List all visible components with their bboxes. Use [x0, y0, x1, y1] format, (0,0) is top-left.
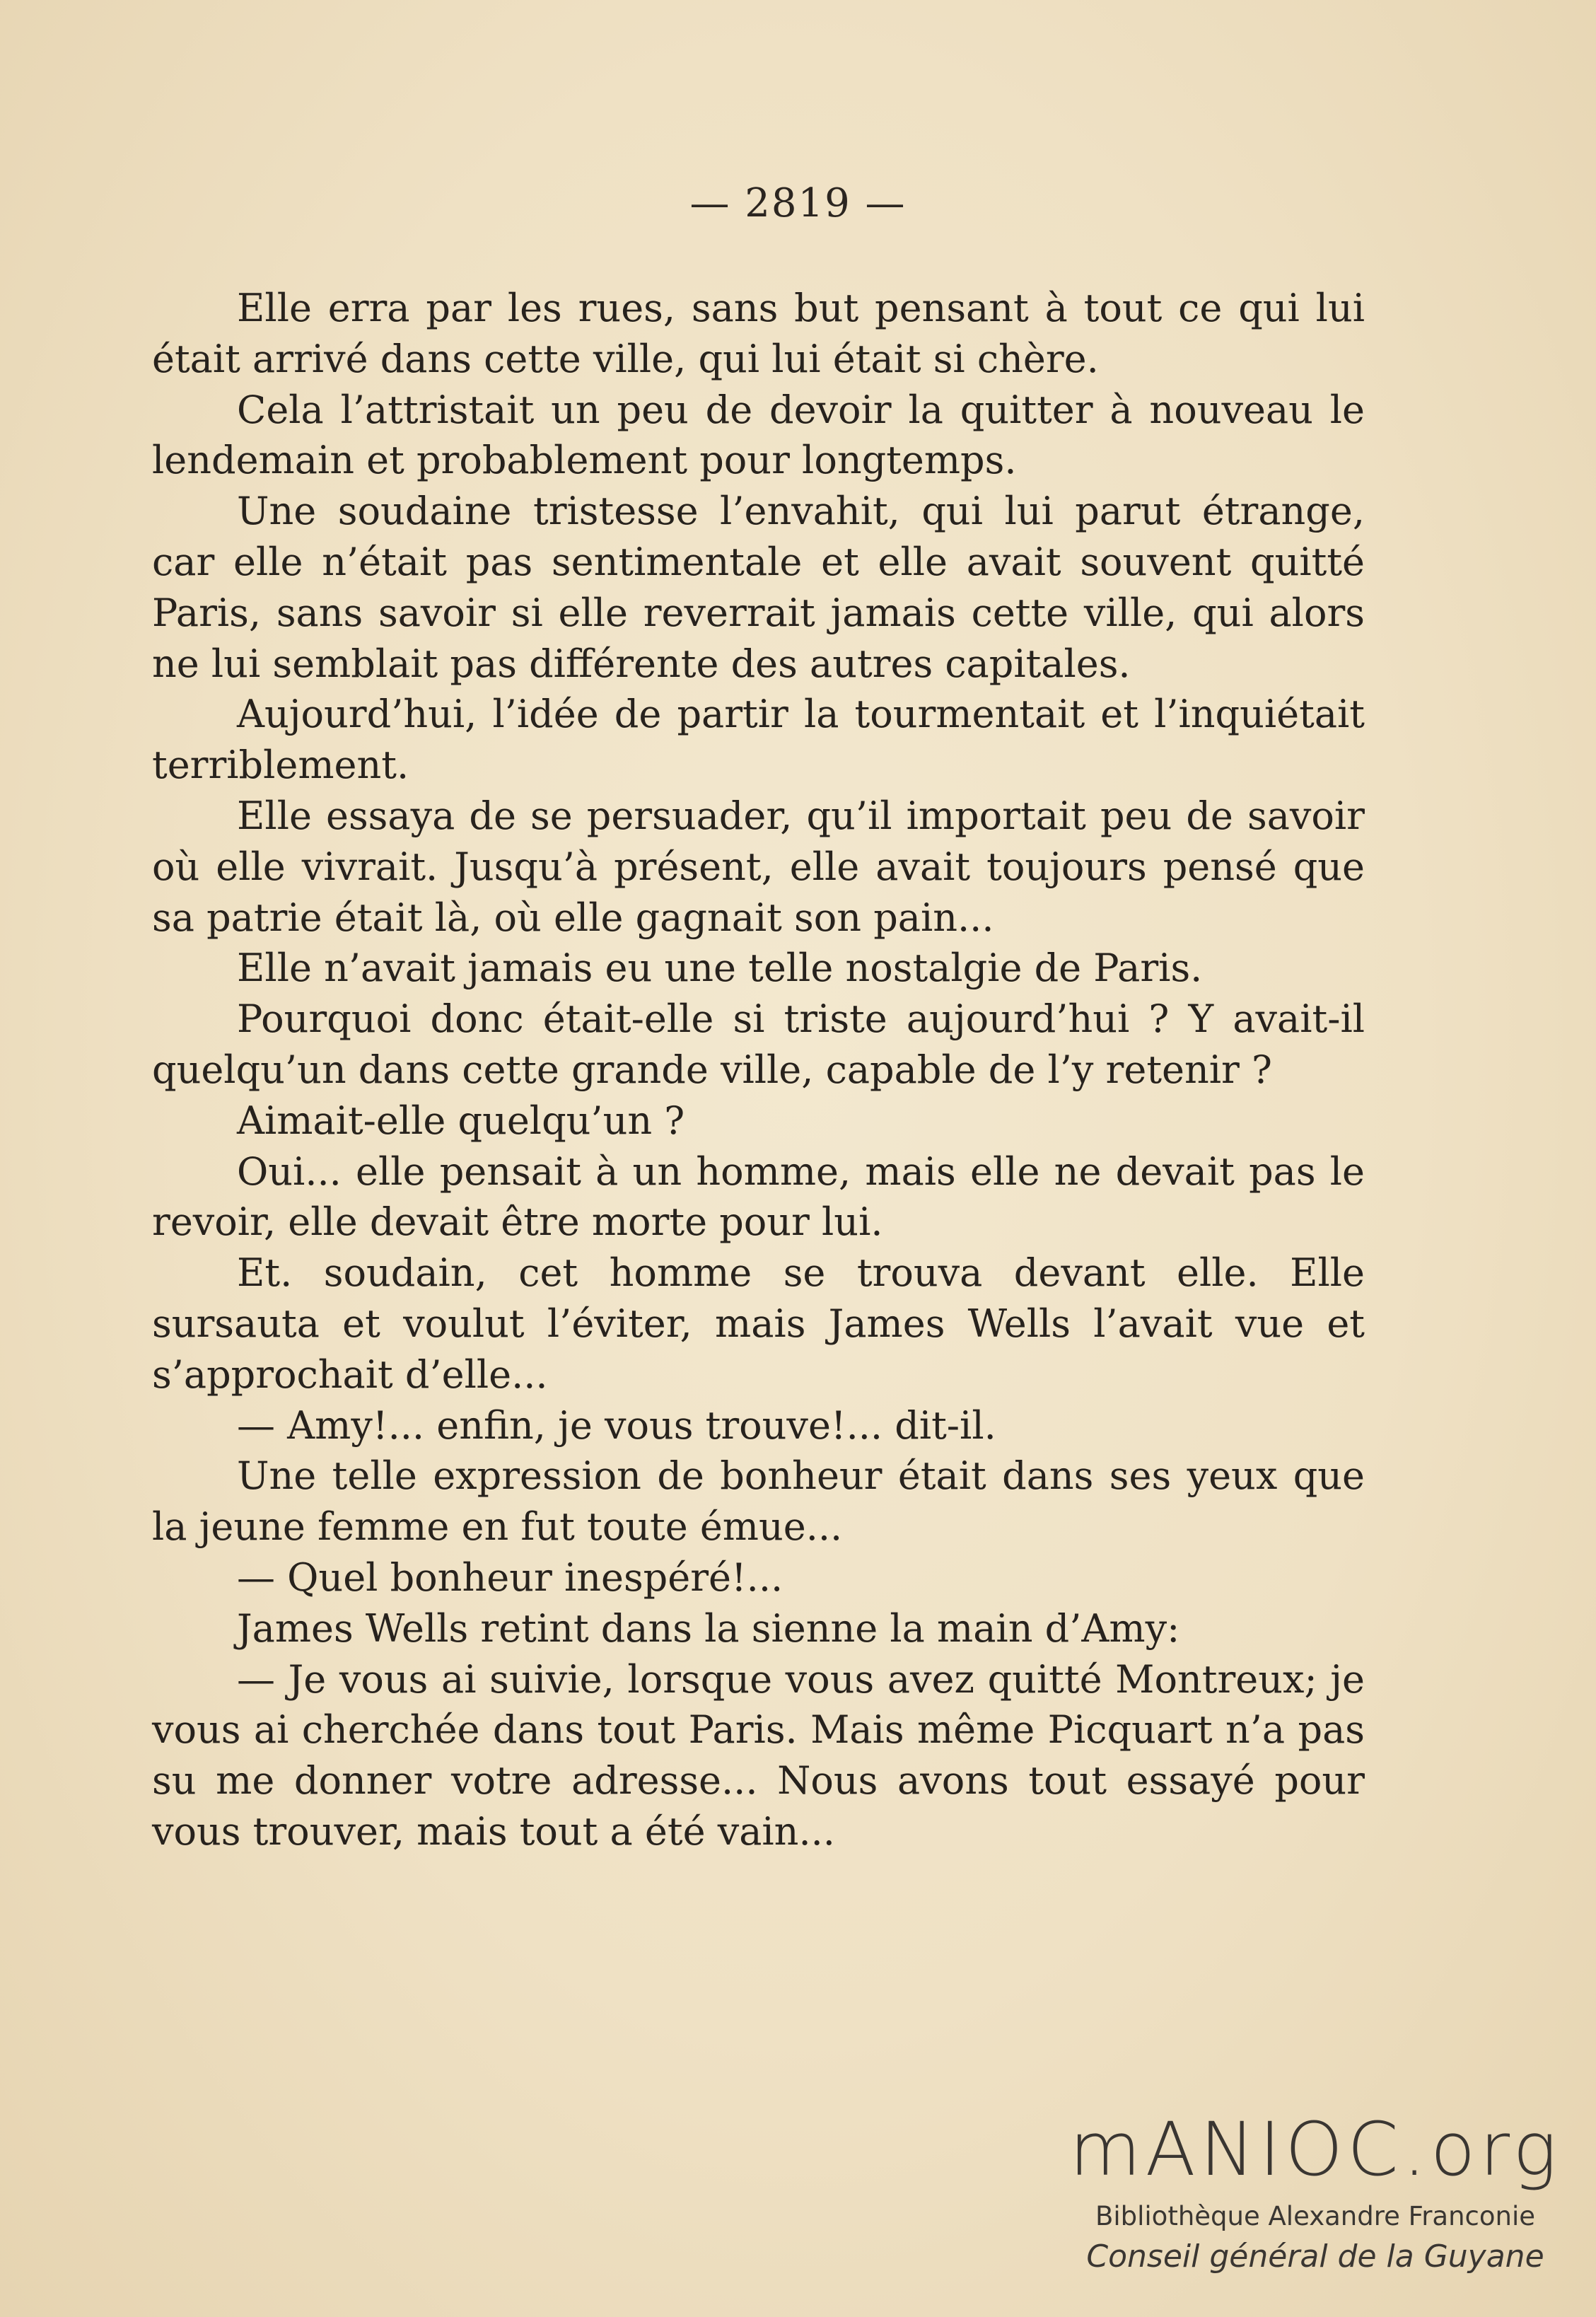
paragraph: — Je vous ai suivie, lorsque vous avez quitté Montreux; je vous ai cherchée dans tout Paris. Mais même Picquart n’a pas su me donner votre adresse... Nous avons tout essayé pour vous trouver, mais tout a été vain...	[152, 1656, 1365, 1854]
paragraph: Elle essaya de se persuader, qu’il importait peu de savoir où elle vivrait. Jusqu’à présent, elle avait toujours pensé que sa patrie était là, où elle gagnait son pain...	[152, 793, 1365, 940]
paragraph: Elle erra par les rues, sans but pensant à tout ce qui lui était arrivé dans cette ville, qui lui était si chère.	[152, 286, 1365, 381]
body-text	[152, 283, 1365, 1857]
paragraph: Oui... elle pensait à un homme, mais elle ne devait pas le revoir, elle devait être morte pour lui.	[152, 1149, 1365, 1245]
manioc-logo: mANIOC.org	[1069, 2106, 1561, 2193]
manioc-watermark	[1068, 2106, 1563, 2275]
paragraph: Et. soudain, cet homme se trouva devant elle. Elle sursauta et voulut l’éviter, mais James Wells l’avait vue et s’approchait d’elle...	[152, 1250, 1365, 1397]
watermark-library-name: Bibliothèque Alexandre Franconie	[1095, 2201, 1536, 2232]
paragraph: — Quel bonheur inespéré!...	[237, 1555, 784, 1600]
paragraph: Une telle expression de bonheur était dans ses yeux que la jeune femme en fut toute émue...	[152, 1453, 1365, 1550]
paragraph: James Wells retint dans la sienne la main d’Amy:	[237, 1605, 1180, 1651]
paragraph: Une soudaine tristesse l’envahit, qui lui parut étrange, car elle n’était pas sentimentale et elle avait souvent quitté Paris, sans savoir si elle reverrait jamais cette ville, qui alors ne lui semblait pas différente des autres capitales.	[152, 489, 1365, 686]
paragraph: Aujourd’hui, l’idée de partir la tourmentait et l’inquiétait terriblement.	[152, 692, 1365, 788]
paragraph: Aimait-elle quelqu’un ?	[237, 1098, 685, 1143]
paragraph: Elle n’avait jamais eu une telle nostalgie de Paris.	[237, 946, 1203, 991]
paragraph: — Amy!... enfin, je vous trouve!... dit-il.	[237, 1403, 996, 1448]
watermark-council-name: Conseil général de la Guyane	[1086, 2238, 1544, 2275]
paragraph: Pourquoi donc était-elle si triste aujourd’hui ? Y avait-il quelqu’un dans cette grande ville, capable de l’y retenir ?	[152, 997, 1365, 1092]
paragraph: Cela l’attristait un peu de devoir la quitter à nouveau le lendemain et probablement pour longtemps.	[152, 387, 1365, 483]
page-number: — 2819 —	[689, 180, 907, 226]
